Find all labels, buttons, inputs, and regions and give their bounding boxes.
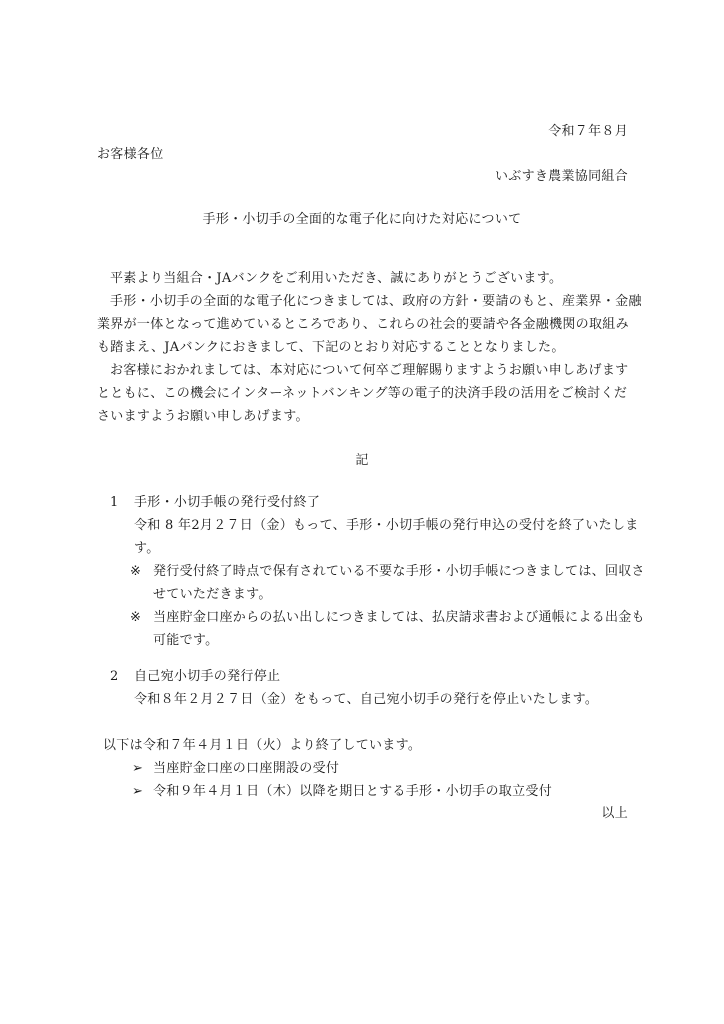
item-body-line: す。 [134, 541, 160, 556]
item-number: 2 [110, 669, 119, 684]
intro-line: 平素より当組合・JAバンクをご利用いただき、誠にありがとうございます。 [110, 271, 563, 286]
note-line: せていただきます。 [153, 587, 272, 602]
ki-marker: 記 [355, 453, 369, 468]
note-line: 発行受付終了時点で保有されている不要な手形・小切手帳につきましては、回収さ [153, 564, 645, 579]
intro-line: 手形・小切手の全面的な電子化につきましては、政府の方針・要請のもと、産業界・金融 [110, 294, 642, 309]
intro-line: お客様におかれましては、本対応について何卒ご理解賜りますようお願い申しあげます [110, 363, 629, 378]
closing-mark: 以上 [601, 806, 628, 821]
document-date: 令和７年８月 [548, 124, 628, 139]
item-body-line: 令和８年２月２７日（金）をもって、自己宛小切手の発行を停止いたします。 [134, 692, 599, 707]
note-line: 可能です。 [153, 633, 219, 648]
intro-line: 業界が一体となって進めているところであり、これらの社会的要請や各金融機関の取組み [97, 317, 629, 332]
item-body-line: 令和 8 年2月２７日（金）もって、手形・小切手帳の発行申込の受付を終了いたしま [134, 518, 639, 533]
arrow-bullet-icon: ➢ [132, 761, 144, 776]
note-mark: ※ [130, 610, 142, 625]
arrow-bullet-icon: ➢ [132, 784, 144, 799]
document-title: 手形・小切手の全面的な電子化に向けた対応について [202, 212, 522, 227]
note-line: 当座貯金口座からの払い出しにつきましては、払戻請求書および通帳による出金も [153, 610, 645, 625]
intro-line: も踏まえ、JAバンクにおきまして、下記のとおり対応することとなりました。 [97, 340, 565, 355]
ended-intro: 以下は令和７年４月１日（火）より終了しています。 [103, 738, 422, 753]
item-heading: 自己宛小切手の発行停止 [134, 669, 281, 684]
intro-line: とともに、この機会にインターネットバンキング等の電子的決済手段の活用をご検討くだ [97, 386, 628, 401]
intro-line: さいますようお願い申しあげます。 [97, 409, 309, 424]
addressee: お客様各位 [97, 147, 164, 162]
ended-item: 令和９年４月１日（木）以降を期日とする手形・小切手の取立受付 [153, 784, 553, 799]
item-heading: 手形・小切手帳の発行受付終了 [134, 495, 321, 510]
item-number: 1 [110, 495, 119, 510]
sender-organization: いぶすき農業協同組合 [494, 169, 628, 184]
ended-item: 当座貯金口座の口座開設の受付 [153, 761, 340, 776]
note-mark: ※ [130, 564, 142, 579]
